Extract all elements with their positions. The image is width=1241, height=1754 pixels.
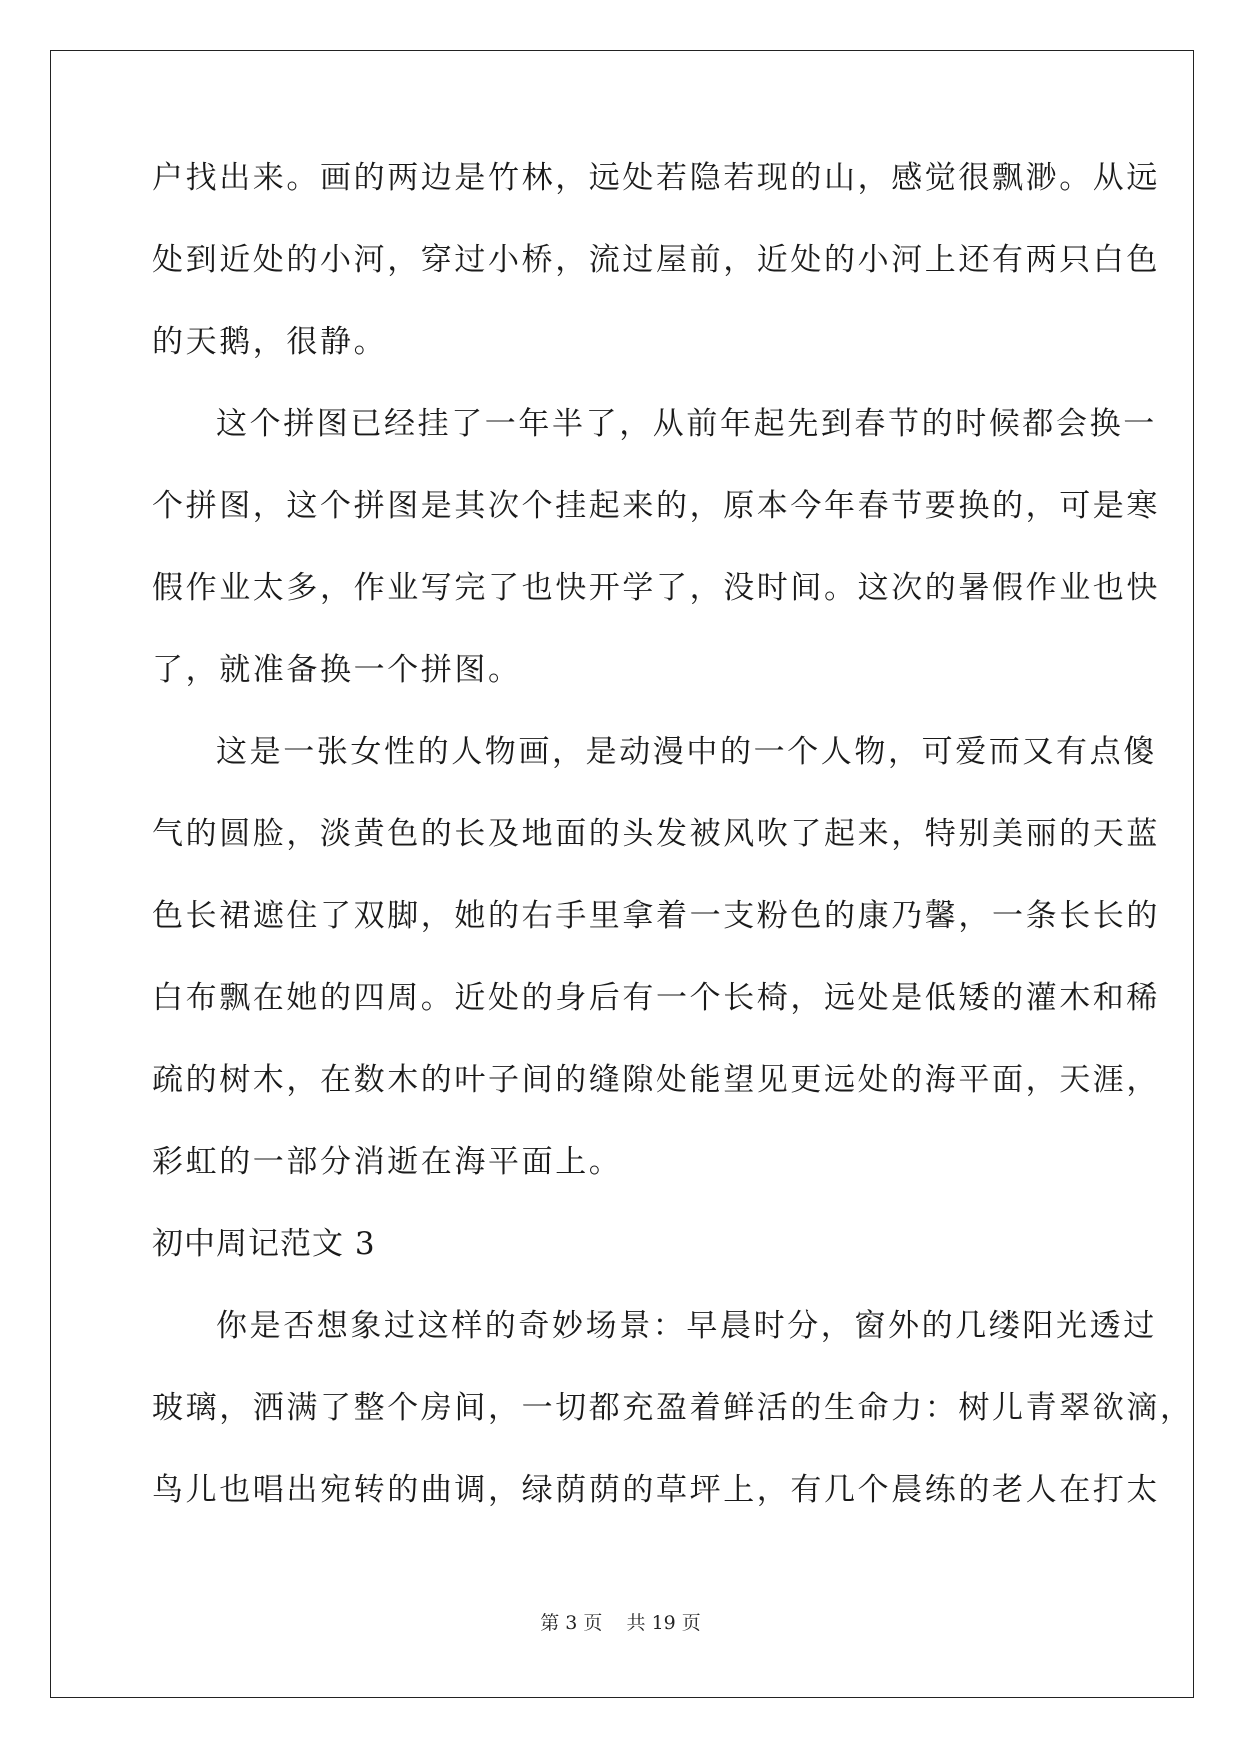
document-body — [152, 158, 1194, 1552]
text-line-16: 鸟儿也唱出宛转的曲调，绿荫荫的草坪上，有几个晨练的老人在打太 — [152, 1472, 1160, 1508]
text-line-8: 这是一张女性的人物画，是动漫中的一个人物，可爱而又有点傻 — [216, 734, 1157, 770]
text-line-13: 彩虹的一部分消逝在海平面上。 — [152, 1144, 623, 1180]
text-line-3: 的天鹅，很静。 — [152, 324, 388, 360]
text-line-15: 玻璃，洒满了整个房间，一切都充盈着鲜活的生命力：树儿青翠欲滴， — [152, 1390, 1194, 1426]
text-line-9: 气的圆脸，淡黄色的长及地面的头发被风吹了起来，特别美丽的天蓝 — [152, 816, 1160, 852]
text-line-11: 白布飘在她的四周。近处的身后有一个长椅，远处是低矮的灌木和稀 — [152, 980, 1160, 1016]
page-total: 共 19 页 — [626, 1612, 701, 1634]
text-line-10: 色长裙遮住了双脚，她的右手里拿着一支粉色的康乃馨，一条长长的 — [152, 898, 1160, 934]
text-line-1: 户找出来。画的两边是竹林，远处若隐若现的山，感觉很飘渺。从远 — [152, 160, 1160, 196]
page-footer — [0, 1611, 1241, 1635]
text-line-2: 处到近处的小河，穿过小桥，流过屋前，近处的小河上还有两只白色 — [152, 242, 1160, 278]
page-number: 第 3 页 — [540, 1612, 603, 1634]
text-line-14: 你是否想象过这样的奇妙场景：早晨时分，窗外的几缕阳光透过 — [216, 1308, 1157, 1344]
section-heading: 初中周记范文 3 — [152, 1226, 376, 1262]
text-line-12: 疏的树木，在数木的叶子间的缝隙处能望见更远处的海平面，天涯， — [152, 1062, 1160, 1098]
text-line-4: 这个拼图已经挂了一年半了，从前年起先到春节的时候都会换一 — [216, 406, 1157, 442]
text-line-5: 个拼图，这个拼图是其次个挂起来的，原本今年春节要换的，可是寒 — [152, 488, 1160, 524]
text-line-6: 假作业太多，作业写完了也快开学了，没时间。这次的暑假作业也快 — [152, 570, 1160, 606]
text-line-7: 了，就准备换一个拼图。 — [152, 652, 522, 688]
